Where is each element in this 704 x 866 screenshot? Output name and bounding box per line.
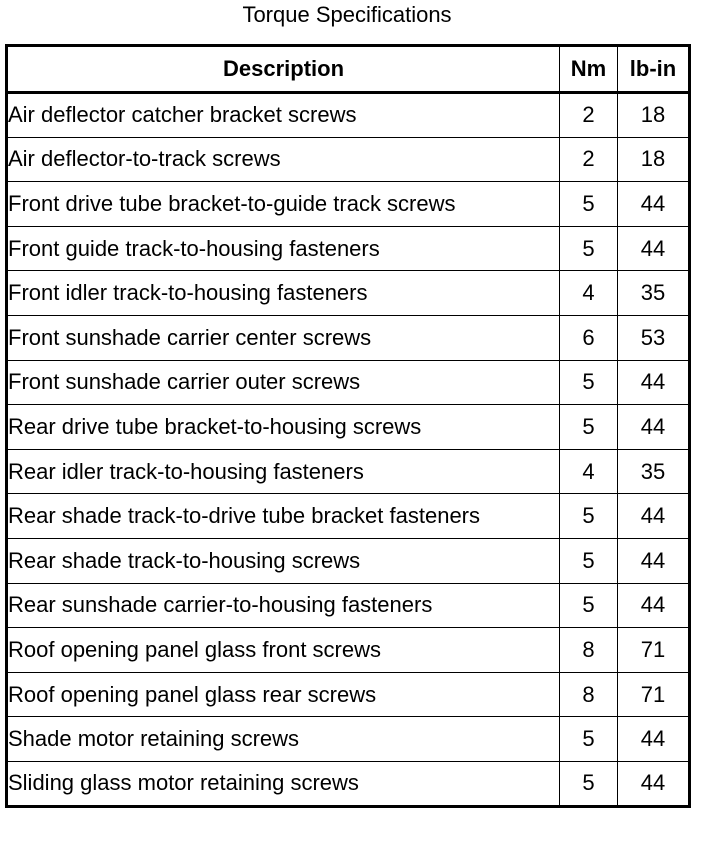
table-row <box>7 449 690 494</box>
table-row <box>7 271 690 316</box>
row-nm: 6 <box>560 315 618 360</box>
table-row <box>7 628 690 673</box>
page-title: Torque Specifications <box>242 2 452 27</box>
torque-spec-table <box>5 44 691 808</box>
row-description: Shade motor retaining screws <box>7 717 560 762</box>
row-lbin: 44 <box>618 226 690 271</box>
row-lbin: 71 <box>618 628 690 673</box>
row-description: Rear sunshade carrier-to-housing fasteners <box>7 583 560 628</box>
row-description: Rear drive tube bracket-to-housing screws <box>7 405 560 450</box>
table-row <box>7 360 690 405</box>
table-row <box>7 137 690 182</box>
row-nm: 5 <box>560 360 618 405</box>
row-nm: 5 <box>560 583 618 628</box>
row-lbin: 44 <box>618 761 690 806</box>
row-nm: 5 <box>560 182 618 227</box>
row-description: Rear shade track-to-housing screws <box>7 538 560 583</box>
header-description: Description <box>7 46 560 93</box>
row-nm: 5 <box>560 494 618 539</box>
row-nm: 5 <box>560 538 618 583</box>
row-lbin: 35 <box>618 449 690 494</box>
row-description: Roof opening panel glass rear screws <box>7 672 560 717</box>
header-nm: Nm <box>560 46 618 93</box>
row-nm: 5 <box>560 226 618 271</box>
row-nm: 4 <box>560 449 618 494</box>
row-lbin: 18 <box>618 137 690 182</box>
row-description: Air deflector-to-track screws <box>7 137 560 182</box>
row-lbin: 44 <box>618 538 690 583</box>
row-description: Front sunshade carrier center screws <box>7 315 560 360</box>
row-lbin: 44 <box>618 494 690 539</box>
header-lbin: lb-in <box>618 46 690 93</box>
row-lbin: 18 <box>618 93 690 138</box>
row-lbin: 53 <box>618 315 690 360</box>
row-nm: 5 <box>560 761 618 806</box>
row-lbin: 44 <box>618 360 690 405</box>
row-lbin: 35 <box>618 271 690 316</box>
row-description: Roof opening panel glass front screws <box>7 628 560 673</box>
table-row <box>7 93 690 138</box>
row-description: Air deflector catcher bracket screws <box>7 93 560 138</box>
row-lbin: 44 <box>618 182 690 227</box>
row-description: Front guide track-to-housing fasteners <box>7 226 560 271</box>
row-nm: 8 <box>560 628 618 673</box>
table-row <box>7 538 690 583</box>
table-row <box>7 315 690 360</box>
row-description: Rear shade track-to-drive tube bracket fasteners <box>7 494 560 539</box>
row-lbin: 44 <box>618 405 690 450</box>
row-nm: 4 <box>560 271 618 316</box>
row-lbin: 44 <box>618 717 690 762</box>
table-row <box>7 672 690 717</box>
row-nm: 2 <box>560 93 618 138</box>
table-row <box>7 226 690 271</box>
header-row <box>7 46 690 93</box>
row-description: Sliding glass motor retaining screws <box>7 761 560 806</box>
table-row <box>7 182 690 227</box>
row-nm: 2 <box>560 137 618 182</box>
row-description: Front drive tube bracket-to-guide track screws <box>7 182 560 227</box>
table-row <box>7 717 690 762</box>
table-row <box>7 405 690 450</box>
table-row <box>7 761 690 806</box>
row-lbin: 44 <box>618 583 690 628</box>
row-description: Rear idler track-to-housing fasteners <box>7 449 560 494</box>
row-nm: 8 <box>560 672 618 717</box>
row-lbin: 71 <box>618 672 690 717</box>
table-row <box>7 583 690 628</box>
row-description: Front sunshade carrier outer screws <box>7 360 560 405</box>
table-row <box>7 494 690 539</box>
row-nm: 5 <box>560 405 618 450</box>
row-description: Front idler track-to-housing fasteners <box>7 271 560 316</box>
row-nm: 5 <box>560 717 618 762</box>
